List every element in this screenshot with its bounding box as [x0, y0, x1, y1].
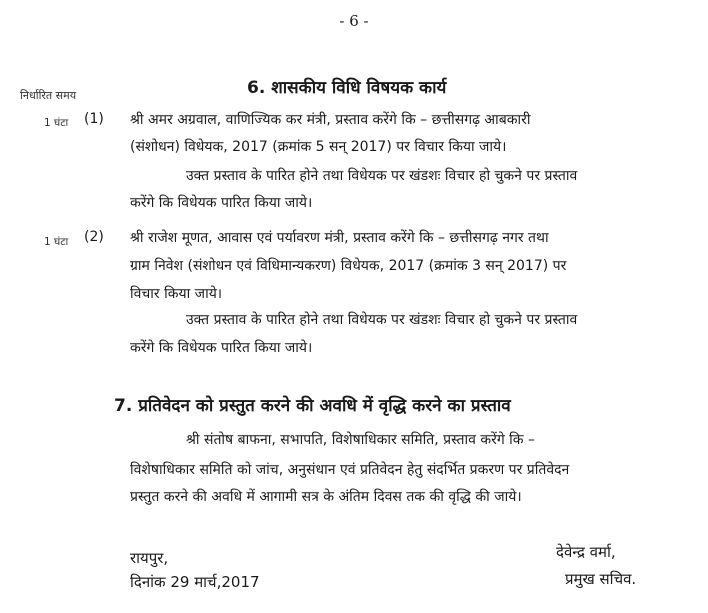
page-number: - 6 - — [339, 12, 369, 30]
item-2-number: (2) — [84, 229, 104, 245]
signatory-title: प्रमुख सचिव. — [565, 570, 637, 588]
signatory-name: देवेन्द्र वर्मा, — [556, 543, 616, 561]
item-2-line-3: विचार किया जाये। — [130, 286, 223, 302]
item-1-line-3: उक्त प्रस्ताव के पारित होने तथा विधेयक पर खंडशः विचार हो चुकने पर प्रस्ताव — [186, 168, 578, 184]
section-7-heading: 7. प्रतिवेदन को प्रस्तुत करने की अवधि में वृद्धि करने का प्रस्ताव — [114, 396, 511, 416]
item-1-line-1: श्री अमर अग्रवाल, वाणिज्यिक कर मंत्री, प्रस्ताव करेंगे कि – छत्तीसगढ़ आबकारी — [130, 112, 531, 128]
item-1-line-2: (संशोधन) विधेयक, 2017 (क्रमांक 5 सन् 2017) पर विचार किया जाये। — [130, 139, 507, 155]
item-2-line-1: श्री राजेश मूणत, आवास एवं पर्यावरण मंत्री, प्रस्ताव करेंगे कि – छत्तीसगढ़ नगर तथा — [130, 230, 549, 246]
time-column-heading: निर्धारित समय — [20, 89, 77, 102]
section-7-line-2: विशेषाधिकार समिति को जांच, अनुसंधान एवं प्रतिवेदन हेतु संदर्भित प्रकरण पर प्रतिवेदन — [130, 462, 570, 478]
issue-date: दिनांक 29 मार्च,2017 — [130, 573, 260, 591]
item-1-number: (1) — [84, 111, 104, 127]
item-2-line-2: ग्राम निवेश (संशोधन एवं विधिमान्यकरण) विधेयक, 2017 (क्रमांक 3 सन् 2017) पर — [130, 258, 567, 274]
issue-place: रायपुर, — [130, 549, 169, 567]
section-7-line-1: श्री संतोष बाफना, सभापति, विशेषाधिकार समिति, प्रस्ताव करेंगे कि – — [186, 432, 535, 448]
section-6-heading: 6. शासकीय विधि विषयक कार्य — [247, 78, 447, 98]
section-7-line-3: प्रस्तुत करने की अवधि में आगामी सत्र के अंतिम दिवस तक की वृद्धि की जाये। — [130, 489, 522, 505]
item-2-time: 1 घंटा — [44, 236, 69, 248]
item-1-line-4: करेंगे कि विधेयक पारित किया जाये। — [130, 195, 313, 211]
item-1-time: 1 घंटा — [44, 117, 69, 129]
item-2-line-4: उक्त प्रस्ताव के पारित होने तथा विधेयक पर खंडशः विचार हो चुकने पर प्रस्ताव — [186, 312, 578, 328]
item-2-line-5: करेंगे कि विधेयक पारित किया जाये। — [130, 340, 313, 356]
